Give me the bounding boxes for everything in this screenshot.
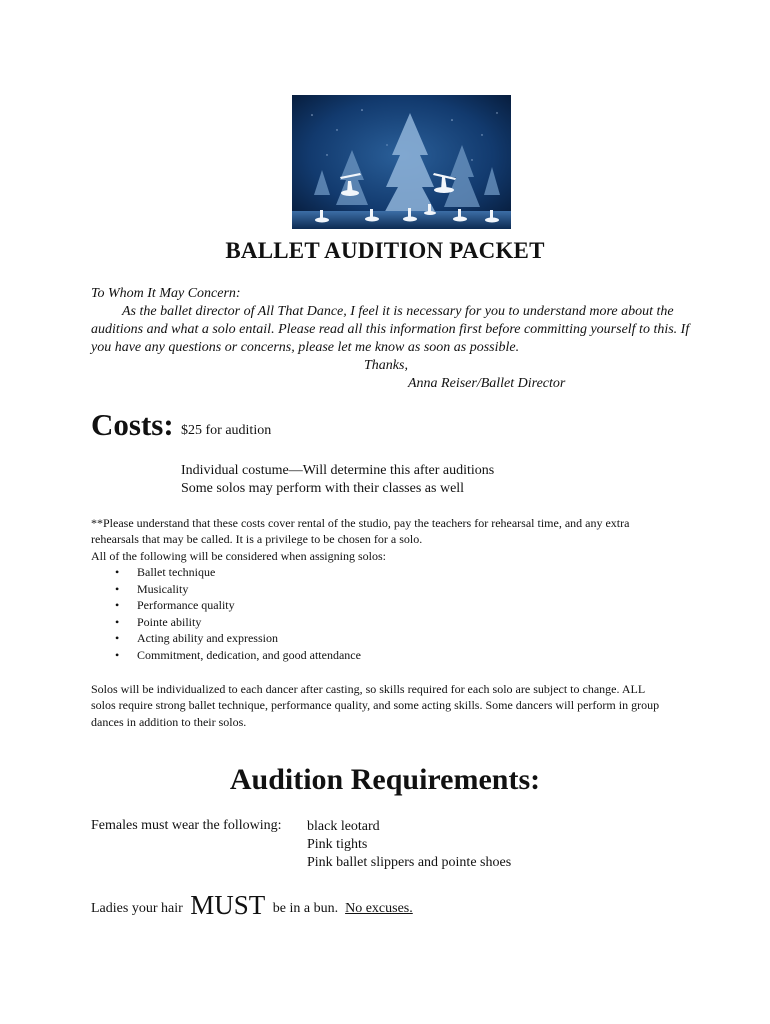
letter-body: As the ballet director of All That Dance, I feel it is necessary for you to understand more about the auditions and what a solo entail. Please read all this information first before committing yourself to this. If you have any questions or concerns, please let me know as soon as possible.	[91, 304, 690, 355]
letter-closing: Thanks,	[364, 358, 408, 373]
bullet-icon: •	[115, 647, 120, 662]
hair-middle: be in a bun.	[272, 901, 339, 916]
list-item	[91, 581, 361, 598]
list-item-text: Musicality	[137, 581, 189, 596]
list-item	[91, 597, 361, 614]
bullet-icon: •	[115, 614, 120, 629]
costs-note-text: **Please understand that these costs cover rental of the studio, pay the teachers for rehearsal time, and any extra rehearsals that may be called. It is a privilege to be chosen for a solo.	[91, 516, 630, 547]
list-item	[91, 630, 361, 647]
costs-heading: Costs:	[91, 407, 174, 442]
intro-letter	[91, 285, 691, 393]
cost-item: Some solos may perform with their classes as well	[181, 481, 465, 496]
list-item	[91, 564, 361, 581]
requirements-heading: Audition Requirements:	[229, 763, 541, 796]
bullet-icon: •	[115, 581, 120, 596]
hair-requirement	[91, 888, 413, 919]
list-item	[91, 647, 361, 664]
hair-prefix: Ladies your hair	[91, 901, 183, 916]
ballet-photo	[292, 95, 511, 229]
list-item-text: Ballet technique	[137, 565, 216, 579]
list-item-text: Pointe ability	[137, 614, 202, 629]
letter-greeting: To Whom It May Concern:	[91, 286, 241, 301]
hair-emphasis: MUST	[190, 890, 266, 920]
letter-signature: Anna Reiser/Ballet Director	[408, 376, 566, 391]
list-item	[91, 614, 361, 631]
list-item: black leotard	[307, 819, 380, 834]
bullet-icon: •	[115, 565, 120, 579]
hair-no-excuses: No excuses.	[345, 901, 413, 916]
solos-paragraph: Solos will be individualized to each dancer after casting, so skills required for each solo are subject to change. ALL solos require strong ballet technique, performance quality, and some acting skills. Some dancers will perform in group dances in addition to their solos.	[91, 682, 660, 729]
solo-criteria-list	[91, 564, 361, 663]
bullet-icon: •	[115, 598, 120, 612]
females-label: Females must wear the following:	[91, 818, 282, 833]
criteria-intro: All of the following will be considered when assigning solos:	[91, 548, 386, 563]
list-item: Pink ballet slippers and pointe shoes	[307, 855, 512, 870]
cost-item: Individual costume—Will determine this after auditions	[181, 463, 495, 478]
list-item: Pink tights	[307, 837, 368, 852]
list-item-text: Performance quality	[137, 598, 235, 612]
cost-item: $25 for audition	[181, 423, 272, 438]
list-item-text: Acting ability and expression	[137, 631, 278, 645]
list-item-text: Commitment, dedication, and good attendance	[137, 647, 361, 662]
bullet-icon: •	[115, 631, 120, 645]
costs-note	[91, 515, 671, 564]
females-attire-list	[307, 818, 511, 872]
costs-list	[181, 462, 494, 498]
document-title: BALLET AUDITION PACKET	[225, 238, 545, 263]
